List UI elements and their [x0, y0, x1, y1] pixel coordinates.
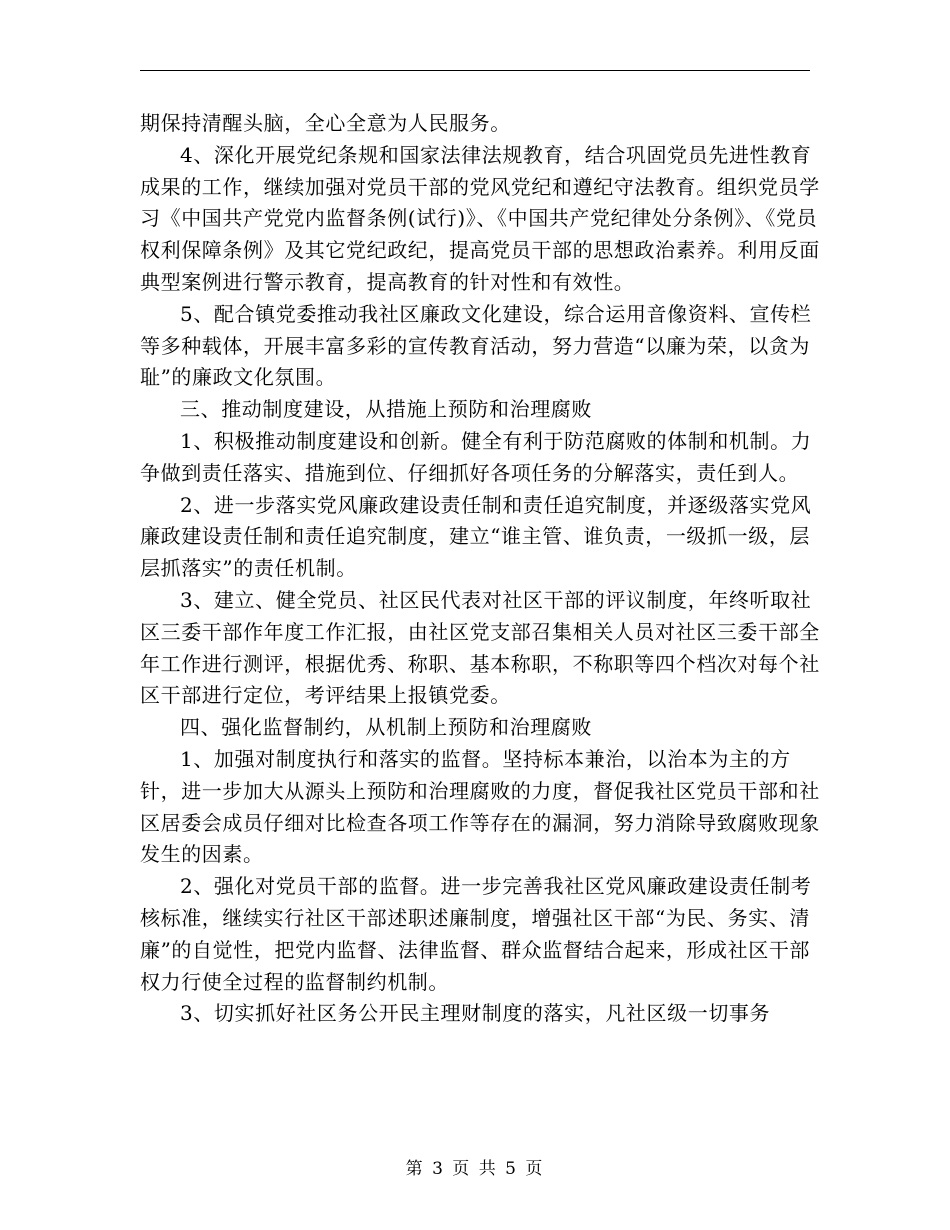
paragraph-continuation: 期保持清醒头脑，全心全意为人民服务。: [140, 111, 511, 135]
page-number-footer: 第 3 页 共 5 页: [405, 1159, 545, 1179]
paragraph-section4-item-3: 3、切实抓好社区务公开民主理财制度的落实，凡社区级一切事务: [180, 1001, 771, 1026]
paragraph-section4-item-1: 1、加强对制度执行和落实的监督。坚持标本兼治，以治本为主的方针，进一步加大从源头上预防和治理腐败的力度，督促我社区党员干部和社区居委会成员仔细对比检查各项工作等存在的漏洞，努力消除导致腐败现象发生的因素。: [140, 746, 820, 867]
section-heading-4: 四、强化监督制约，从机制上预防和治理腐败: [180, 715, 592, 740]
paragraph-item-5: 5、配合镇党委推动我社区廉政文化建设，综合运用音像资料、宣传栏等多种载体，开展丰富多彩的宣传教育活动，努力营造“以廉为荣，以贪为耻”的廉政文化氛围。: [140, 301, 812, 390]
paragraph-item-4: 4、深化开展党纪条规和国家法律法规教育，结合巩固党员先进性教育成果的工作，继续加强对党员干部的党风党纪和遵纪守法教育。组织党员学习《中国共产党党内监督条例(试行)》、《中国共产党纪律处分条例》、《党员权利保障条例》及其它党纪政纪，提高党员干部的思想政治素养。利用反面典型案例进行警示教育，提高教育的针对性和有效性。: [140, 142, 820, 294]
paragraph-section3-item-2: 2、进一步落实党风廉政建设责任制和责任追究制度，并逐级落实党风廉政建设责任制和责任追究制度，建立“谁主管、谁负责，一级抓一级，层层抓落实”的责任机制。: [140, 492, 812, 581]
section-heading-3: 三、推动制度建设，从措施上预防和治理腐败: [180, 397, 592, 422]
paragraph-section3-item-1: 1、积极推动制度建设和创新。健全有利于防范腐败的体制和机制。力争做到责任落实、措施到位、仔细抓好各项任务的分解落实，责任到人。: [140, 428, 812, 485]
paragraph-section4-item-2: 2、强化对党员干部的监督。进一步完善我社区党风廉政建设责任制考核标准，继续实行社区干部述职述廉制度，增强社区干部“为民、务实、清廉”的自觉性，把党内监督、法律监督、群众监督结合起来，形成社区干部权力行使全过程的监督制约机制。: [140, 874, 812, 994]
paragraph-section3-item-3: 3、建立、健全党员、社区民代表对社区干部的评议制度，年终听取社区三委干部作年度工作汇报，由社区党支部召集相关人员对社区三委干部全年工作进行测评，根据优秀、称职、基本称职，不称职等四个档次对每个社区干部进行定位，考评结果上报镇党委。: [140, 587, 820, 708]
document-body: [140, 108, 822, 1030]
header-rule: [140, 70, 810, 71]
